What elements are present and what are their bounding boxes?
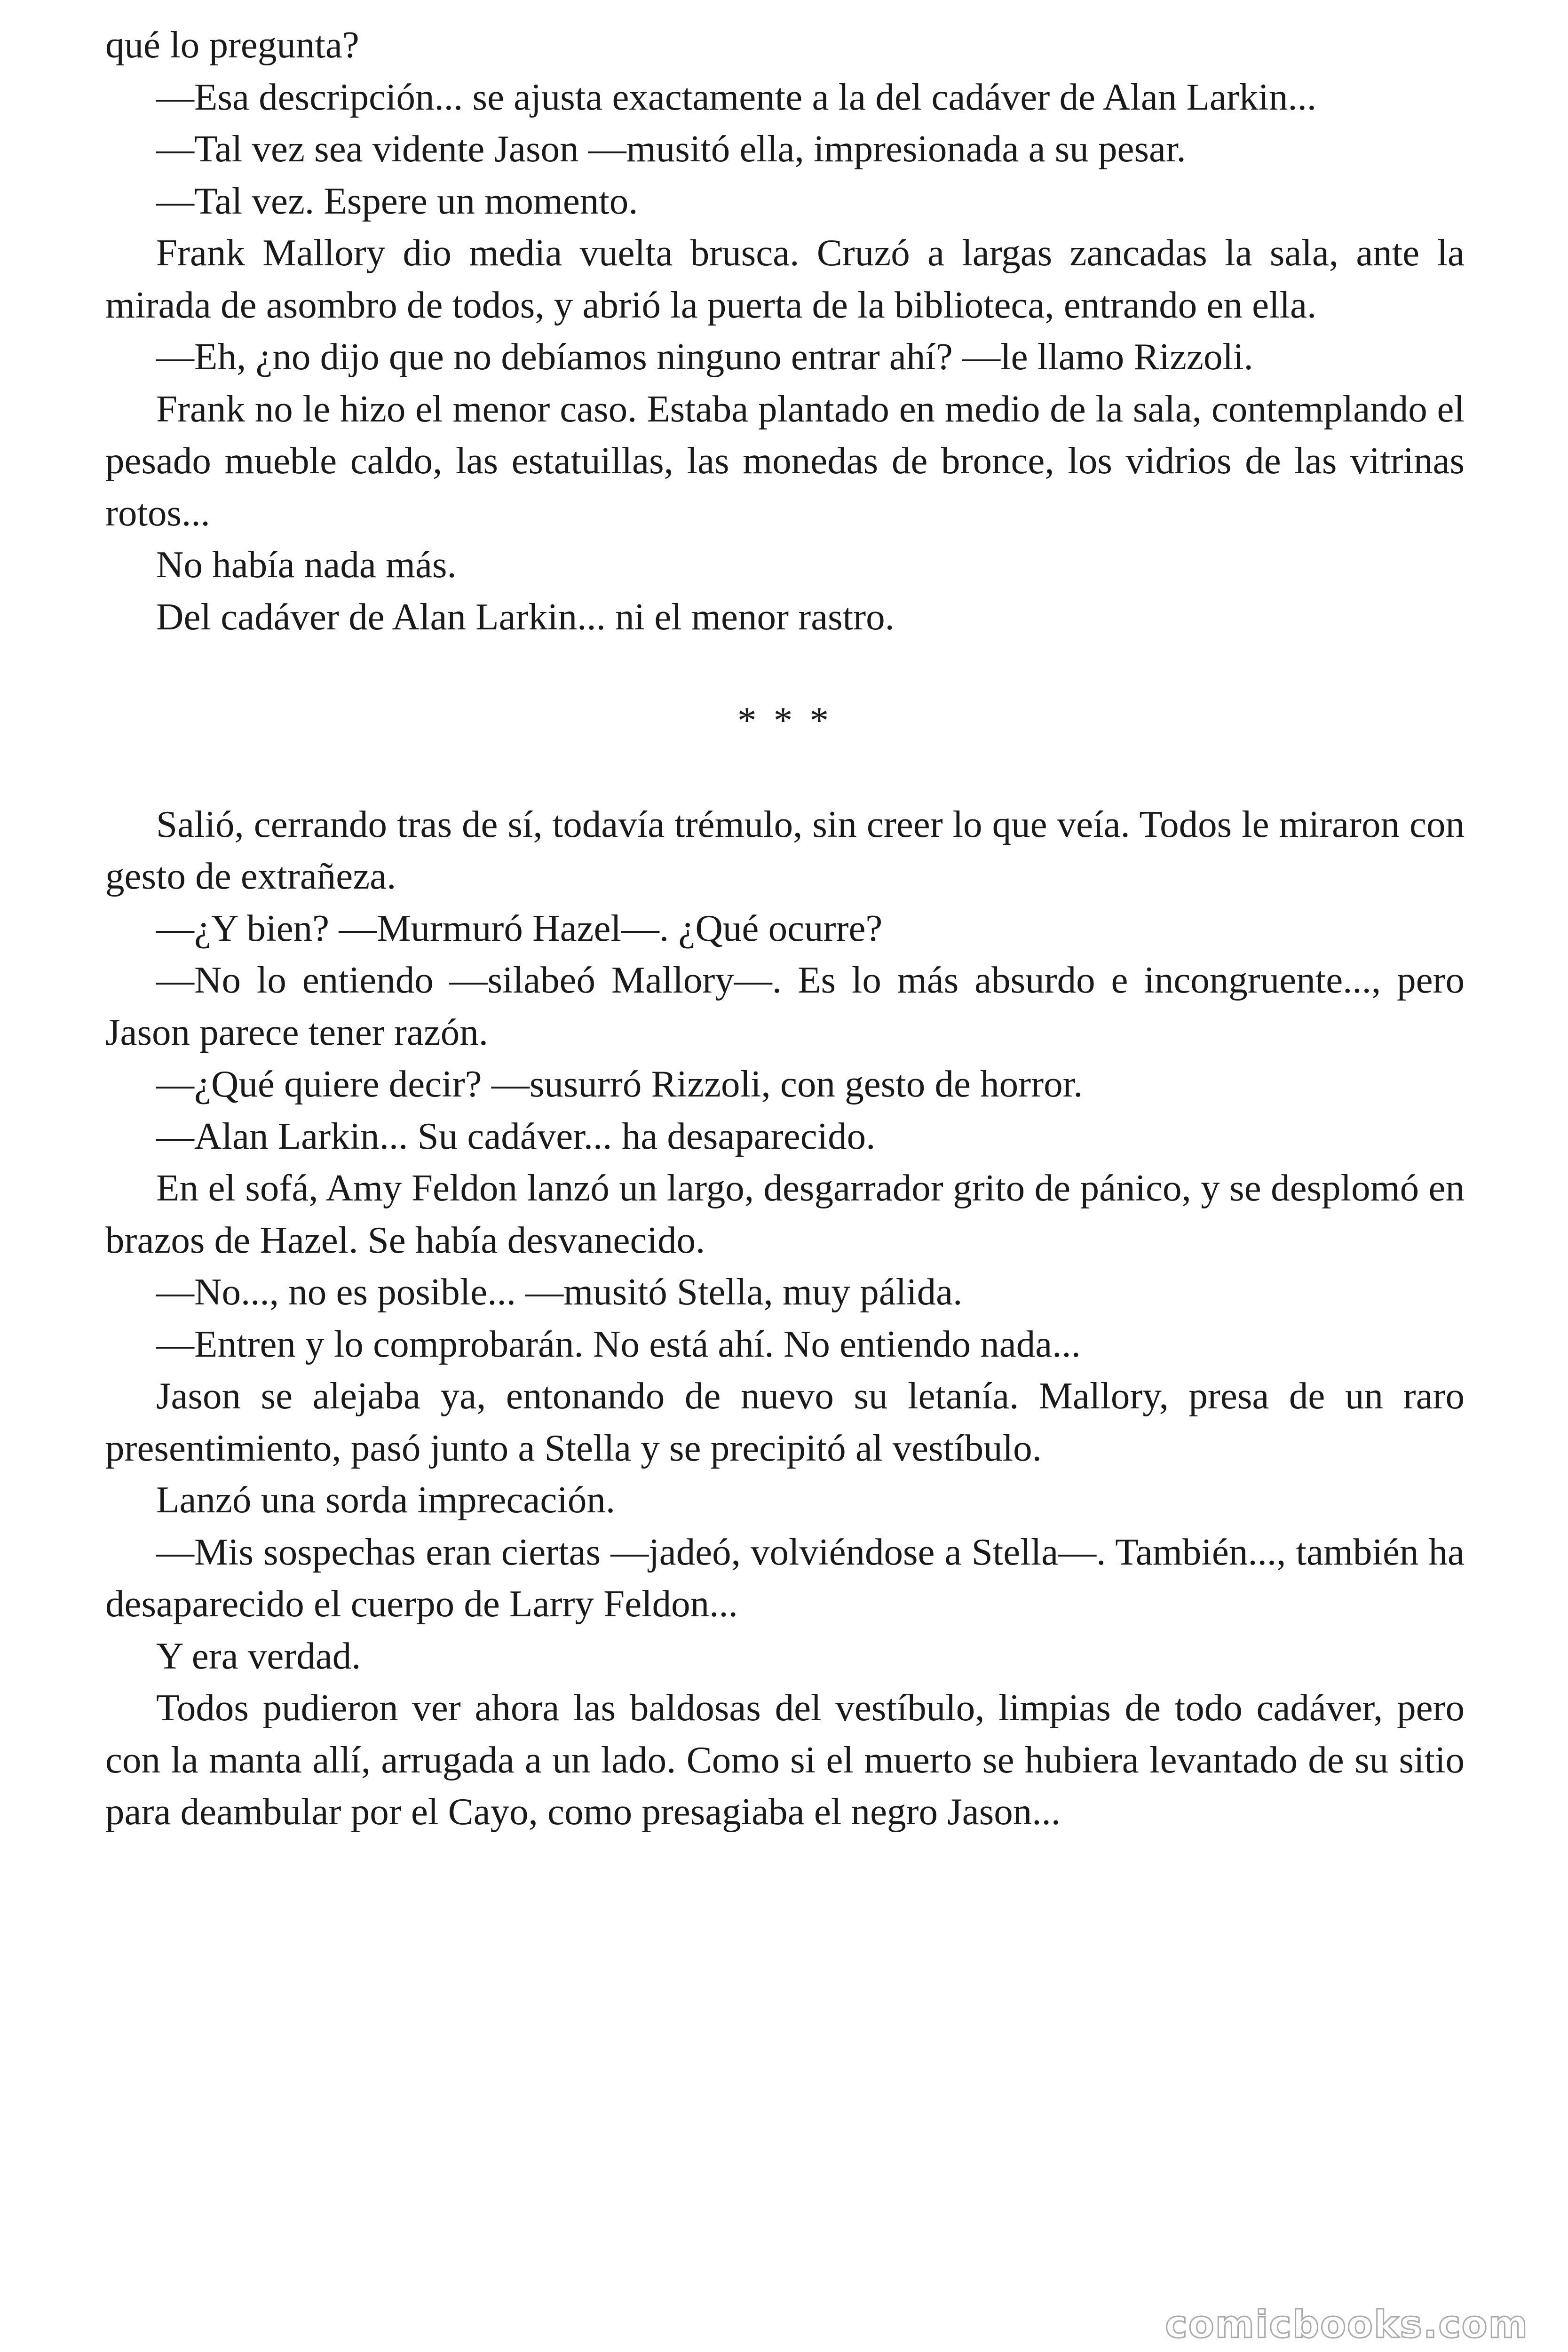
paragraph: Del cadáver de Alan Larkin... ni el menor rastro. — [156, 595, 895, 638]
paragraph: En el sofá, Amy Feldon lanzó un largo, desgarrador grito de pánico, y se desplomó en brazos de Hazel. Se había desvanecido. — [105, 1167, 1465, 1261]
paragraph: Frank no le hizo el menor caso. Estaba plantado en medio de la sala, contemplando el pesado mueble caldo, las estatuillas, las monedas de bronce, los vidrios de las vitrinas rotos... — [105, 387, 1465, 534]
paragraph: —¿Qué quiere decir? —susurró Rizzoli, con gesto de horror. — [156, 1063, 1083, 1105]
paragraph: —¿Y bien? —Murmuró Hazel—. ¿Qué ocurre? — [156, 906, 883, 949]
paragraph: —Alan Larkin... Su cadáver... ha desaparecido. — [156, 1114, 876, 1157]
paragraph: —No lo entiendo —silabeó Mallory—. Es lo más absurdo e incongruente..., pero Jason parece tener razón. — [105, 959, 1465, 1053]
paragraph: Y era verdad. — [156, 1634, 361, 1677]
paragraph: —Tal vez. Espere un momento. — [156, 179, 638, 222]
paragraph: Jason se alejaba ya, entonando de nuevo su letanía. Mallory, presa de un raro presentimiento, pasó junto a Stella y se precipitó al vestíbulo. — [105, 1375, 1465, 1469]
paragraph: qué lo pregunta? — [105, 24, 359, 66]
paragraph: Salió, cerrando tras de sí, todavía trémulo, sin creer lo que veía. Todos le miraron con gesto de extrañeza. — [105, 803, 1465, 897]
paragraph: —Esa descripción... se ajusta exactamente a la del cadáver de Alan Larkin... — [156, 75, 1317, 118]
page-body — [105, 19, 1465, 1838]
paragraph: —No..., no es posible... —musitó Stella, muy pálida. — [156, 1271, 963, 1313]
watermark-logo: comicbooks.com — [1165, 2303, 1528, 2346]
paragraph: —Eh, ¿no dijo que no debíamos ninguno entrar ahí? —le llamo Rizzoli. — [156, 335, 1253, 378]
paragraph: Frank Mallory dio media vuelta brusca. Cruzó a largas zancadas la sala, ante la mirada de asombro de todos, y abrió la puerta de la biblioteca, entrando en ella. — [105, 231, 1465, 326]
paragraph: Todos pudieron ver ahora las baldosas del vestíbulo, limpias de todo cadáver, pero con la manta allí, arrugada a un lado. Como si el muerto se hubiera levantado de su sitio para deambular por el Cayo, como presagiaba el negro Jason... — [105, 1686, 1465, 1833]
section-separator: * * * — [737, 699, 832, 741]
paragraph: Lanzó una sorda imprecación. — [156, 1478, 616, 1521]
paragraph: —Entren y lo comprobarán. No está ahí. No entiendo nada... — [156, 1322, 1081, 1365]
paragraph: —Tal vez sea vidente Jason —musitó ella, impresionada a su pesar. — [156, 127, 1186, 170]
paragraph: —Mis sospechas eran ciertas —jadeó, volviéndose a Stella—. También..., también ha desaparecido el cuerpo de Larry Feldon... — [105, 1530, 1465, 1625]
paragraph: No había nada más. — [156, 543, 457, 586]
